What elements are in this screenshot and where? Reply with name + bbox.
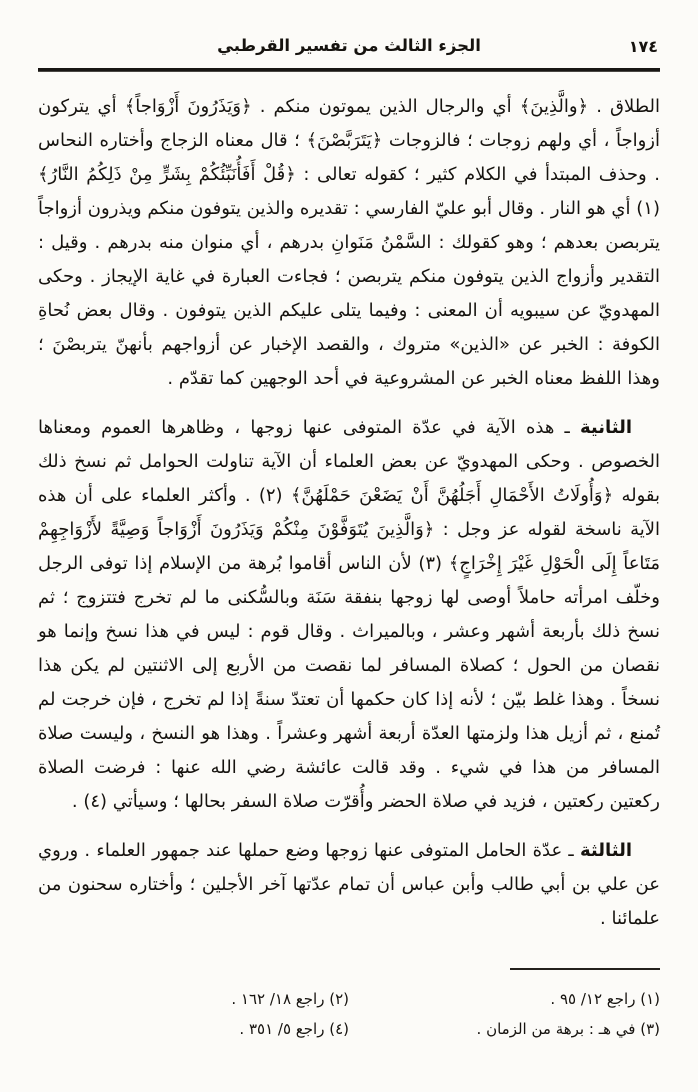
section-lead: الثالثة <box>579 840 632 861</box>
page-title: الجزء الثالث من تفسير القرطبي <box>217 36 481 55</box>
footnote-2: (٢) راجع ١٨/ ١٦٢ . <box>231 990 349 1008</box>
footnotes <box>38 984 660 1044</box>
paragraph-text: الطلاق . ﴿والَّذِينَ﴾ أي والرجال الذين يموتون منكم . ﴿وَيَذَرُونَ أَزْوَاجاً﴾ أي يتركون أزواجاً ، أي ولهم زوجات ؛ فالزوجات ﴿يَتَرَبَّصْنَ﴾ ؛ قال معناه الزجاج وأختاره النحاس . وحذف المبتدأ في الكلام كثير ؛ كقوله تعالى : ﴿قُلْ أَفَأُنَبِّئُكُمْ بِشَرٍّ مِنْ ذَلِكُمُ النَّارُ﴾ (١) أي هو النار . وقال أبو عليّ الفارسي : تقديره والذين يتوفون منكم ويذرون أزواجاً يتربصن بعدهم ؛ وهو كقولك : السَّمْنُ مَنَوانِ بدرهم ، أي منوان منه بدرهم . وقيل : التقدير وأزواج الذين يتوفون منكم يتربصن ؛ فجاءت العبارة في غاية الإيجاز . وحكى المهدويّ عن سيبويه أن المعنى : وفيما يتلى عليكم الذين يتوفون . وقال بعض نُحاةِ الكوفة : الخبر عن «الذين» متروك ، والقصد الإخبار عن أزواجهم بأنهنّ يتربصْنَ ؛ وهذا اللفظ معناه الخبر عن المشروعية في أحد الوجهين كما تقدّم . <box>38 96 660 389</box>
footnote-3: (٣) في هـ : برهة من الزمان . <box>476 1020 660 1038</box>
paragraph-text: ـ عدّة الحامل المتوفى عنها زوجها وضع حملها عند جمهور العلماء . وروي عن علي بن أبي طالب وأبن عباس أن تمام عدّتها آخر الأجلين ؛ وأختاره سحنون من علمائنا . <box>38 840 660 929</box>
page-number: ١٧٤ <box>628 37 658 56</box>
footnote-column-left <box>38 984 349 1044</box>
footnote-4: (٤) راجع ٥/ ٣٥١ . <box>239 1020 349 1038</box>
footnote-separator <box>510 968 660 970</box>
footnote-column-right <box>349 984 660 1044</box>
section-lead: الثانية <box>579 417 632 438</box>
paragraph <box>38 411 660 819</box>
paragraph <box>38 90 660 396</box>
footnote-1: (١) راجع ١٢/ ٩٥ . <box>550 990 660 1008</box>
paragraph <box>38 834 660 936</box>
page-header <box>38 36 660 60</box>
paragraph-text: ـ هذه الآية في عدّة المتوفى عنها زوجها ، وظاهرها العموم ومعناها الخصوص . وحكى المهدويّ عن بعض العلماء أن الآية تناولت الحوامل ثم نسخ ذلك بقوله ﴿وَأُولَاتُ الأَحْمَالِ أَجَلُهُنَّ أَنْ يَضَعْنَ حَمْلَهُنَّ﴾ (٢) . وأكثر العلماء على أن هذه الآية ناسخة لقوله عز وجل : ﴿وَالَّذِينَ يُتَوَفَّوْنَ مِنْكُمْ وَيَذَرُونَ أَزْوَاجاً وَصِيَّةً لأَزْوَاجِهِمْ مَتَاعاً إِلَى الْحَوْلِ غَيْرَ إِخْرَاجٍ﴾ (٣) لأن الناس أقاموا بُرهة من الإسلام إذا توفى الرجل وخلّف امرأته حاملاً أوصى لها زوجها بنفقة سَنَة وبالسُّكنى ما لم تخرج فتتزوج ؛ ثم نسخ ذلك بأربعة أشهر وعشر ، وبالميراث . وقال قوم : ليس في هذا نسخ وإنما هو نقصان من الحول ؛ كصلاة المسافر لما نقصت من الأربع إلى الاثنتين لم يكن هذا نسخاً . وهذا غلط بيّن ؛ لأنه إذا كان حكمها أن تعتدّ سنةً إذا لم تخرج ، فإن خرجت لم تُمنع ، ثم أزيل هذا ولزمتها العدّة أربعة أشهر وعشراً . وهذا هو النسخ ، وليست صلاة المسافر من هذا في شيء . وقد قالت عائشة رضي الله عنها : فرضت الصلاة ركعتين ركعتين ، فزيد في صلاة الحضر وأُقرّت صلاة السفر بحالها ؛ وسيأتي (٤) . <box>38 417 660 812</box>
main-text <box>38 90 660 936</box>
page-footer <box>38 968 660 1044</box>
header-rule <box>38 68 660 72</box>
